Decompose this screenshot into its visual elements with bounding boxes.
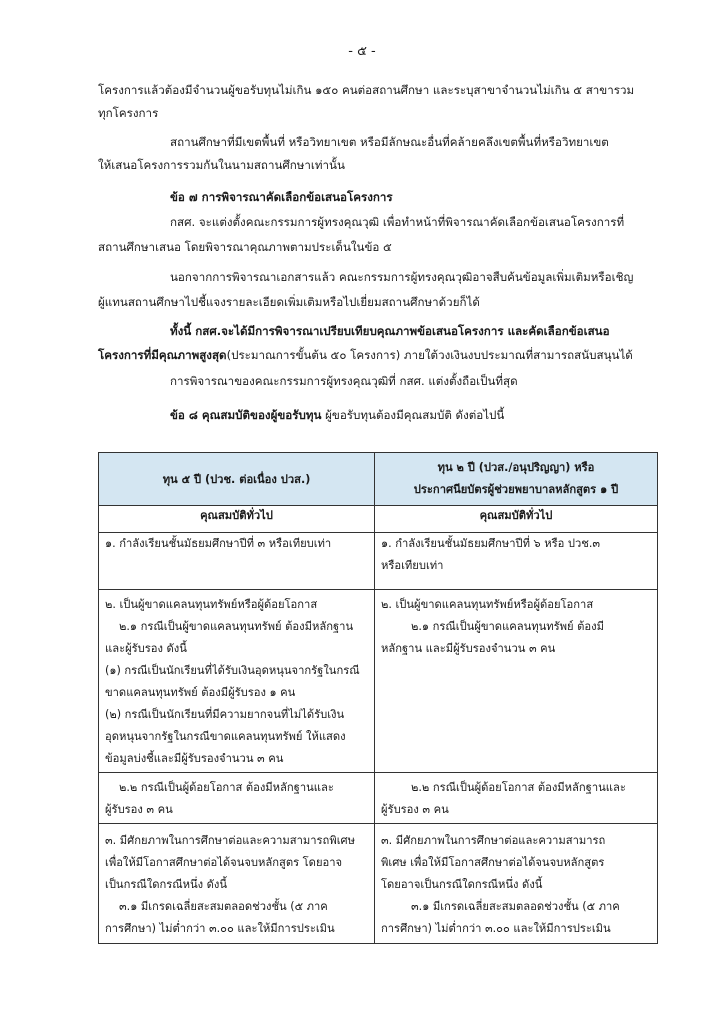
row2-left-line3: และผู้รับรอง ดังนี้ xyxy=(105,642,187,655)
row2-left xyxy=(99,590,375,773)
row3-right xyxy=(375,773,658,824)
row2-right-line1: ๒. เป็นผู้ขาดแคลนทุนทรัพย์หรือผู้ด้อยโอกาส xyxy=(381,598,594,611)
row1-left-line1: ๑. กำลังเรียนชั้นมัธยมศึกษาปีที่ ๓ หรือเทียบเท่า xyxy=(105,537,332,550)
row4-left-line4: ๓.๑ มีเกรดเฉลี่ยสะสมตลอดช่วงชั้น (๕ ภาค xyxy=(119,900,328,913)
body-p1-line2: ทุกโครงการ xyxy=(98,106,159,120)
row4-left-line3: เป็นกรณีใดกรณีหนึ่ง ดังนี้ xyxy=(105,878,228,891)
row2-right-line2: ๒.๑ กรณีเป็นผู้ขาดแคลนทุนทรัพย์ ต้องมี xyxy=(411,620,604,633)
section7-p3-line2 xyxy=(98,344,633,367)
section8-heading-bold: ข้อ ๘ คุณสมบัติของผู้ขอรับทุน xyxy=(170,408,322,422)
row4-right-line1: ๓. มีศักยภาพในการศึกษาต่อและความสามารถ xyxy=(381,834,606,847)
row1-right xyxy=(375,533,658,590)
row2-left-line8: ข้อมูลบ่งชี้และมีผู้รับรองจำนวน ๓ คน xyxy=(105,752,284,765)
eligibility-table xyxy=(98,452,658,944)
body-p2-line2: ให้เสนอโครงการรวมกันในนามสถานศึกษาเท่านั้น xyxy=(98,158,345,172)
row4-left xyxy=(99,824,375,944)
section7-p2-line2: ผู้แทนสถานศึกษาไปชี้แจงรายละเอียดเพิ่มเติมหรือไปเยี่ยมสถานศึกษาด้วยก็ได้ xyxy=(98,295,480,309)
row4-right-line4: ๓.๑ มีเกรดเฉลี่ยสะสมตลอดช่วงชั้น (๕ ภาค xyxy=(411,900,620,913)
row1-right-line2: หรือเทียบเท่า xyxy=(381,559,444,572)
section7-p3-line1: ทั้งนี้ กสศ.จะได้มีการพิจารณาเปรียบเทียบคุณภาพข้อเสนอโครงการ และคัดเลือกข้อเสนอ xyxy=(170,324,610,338)
row1-left xyxy=(99,533,375,590)
table-row xyxy=(99,824,658,944)
section7-p3-bold: โครงการที่มีคุณภาพสูงสุด xyxy=(98,348,227,362)
row2-left-line5: ขาดแคลนทุนทรัพย์ ต้องมีผู้รับรอง ๑ คน xyxy=(105,686,296,699)
section7-p1-line2: สถานศึกษาเสนอ โดยพิจารณาคุณภาพตามประเด็นในข้อ ๕ xyxy=(98,240,392,254)
row3-left xyxy=(99,773,375,824)
section8-heading-rest: ผู้ขอรับทุนต้องมีคุณสมบัติ ดังต่อไปนี้ xyxy=(321,408,505,422)
row2-left-line1: ๒. เป็นผู้ขาดแคลนทุนทรัพย์หรือผู้ด้อยโอกาส xyxy=(105,598,318,611)
col1-header: ทุน ๕ ปี (ปวช. ต่อเนื่อง ปวส.) xyxy=(99,453,375,506)
table-row xyxy=(99,590,658,773)
col2-header-line1: ทุน ๒ ปี (ปวส./อนุปริญญา) หรือ xyxy=(437,461,595,474)
row2-left-line4: (๑) กรณีเป็นนักเรียนที่ได้รับเงินอุดหนุนจากรัฐในกรณี xyxy=(105,664,360,677)
table-row xyxy=(99,533,658,590)
table-row xyxy=(99,773,658,824)
section8-heading xyxy=(170,404,504,427)
row4-left-line1: ๓. มีศักยภาพในการศึกษาต่อและความสามารถพิเศษ xyxy=(105,834,356,847)
section7-p4: การพิจารณาของคณะกรรมการผู้ทรงคุณวุฒิที่ กสศ. แต่งตั้งถือเป็นที่สุด xyxy=(170,374,518,388)
row4-right xyxy=(375,824,658,944)
body-p1-line1: โครงการแล้วต้องมีจำนวนผู้ขอรับทุนไม่เกิน ๑๕๐ คนต่อสถานศึกษา และระบุสาขาจำนวนไม่เกิน ๕ สาขารวม xyxy=(98,83,635,97)
section7-p3-rest: (ประมาณการขั้นต้น ๕๐ โครงการ) ภายใต้วงเงินงบประมาณที่สามารถสนับสนุนได้ xyxy=(226,348,633,362)
subheader-right: คุณสมบัติทั่วไป xyxy=(375,506,658,533)
row1-right-line1: ๑. กำลังเรียนชั้นมัธยมศึกษาปีที่ ๖ หรือ ปวช.๓ xyxy=(381,537,601,550)
row2-left-line7: อุดหนุนจากรัฐในกรณีขาดแคลนทุนทรัพย์ ให้แสดง xyxy=(105,730,346,743)
row3-left-line2: ผู้รับรอง ๓ คน xyxy=(105,803,173,816)
page-number: - ๕ - xyxy=(348,44,376,59)
row2-right xyxy=(375,590,658,773)
row4-left-line2: เพื่อให้มีโอกาสศึกษาต่อได้จนจบหลักสูตร โดยอาจ xyxy=(105,856,343,869)
row4-right-line2: พิเศษ เพื่อให้มีโอกาสศึกษาต่อได้จนจบหลักสูตร xyxy=(381,856,605,869)
row4-right-line5: การศึกษา) ไม่ต่ำกว่า ๓.๐๐ และให้มีการประเมิน xyxy=(381,922,611,935)
row3-right-line2: ผู้รับรอง ๓ คน xyxy=(381,803,449,816)
col2-header-line2: ประกาศนียบัตรผู้ช่วยพยาบาลหลักสูตร ๑ ปี xyxy=(413,483,619,496)
row2-left-line2: ๒.๑ กรณีเป็นผู้ขาดแคลนทุนทรัพย์ ต้องมีหลักฐาน xyxy=(119,620,354,633)
body-p2-line1: สถานศึกษาที่มีเขตพื้นที่ หรือวิทยาเขต หรือมีลักษณะอื่นที่คล้ายคลึงเขตพื้นที่หรือวิทยาเขต xyxy=(170,135,609,149)
subheader-left: คุณสมบัติทั่วไป xyxy=(99,506,375,533)
row2-right-line3: หลักฐาน และมีผู้รับรองจำนวน ๓ คน xyxy=(381,642,556,655)
row4-left-line5: การศึกษา) ไม่ต่ำกว่า ๓.๐๐ และให้มีการประเมิน xyxy=(105,922,335,935)
section7-p2-line1: นอกจากการพิจารณาเอกสารแล้ว คณะกรรมการผู้ทรงคุณวุฒิอาจสืบค้นข้อมูลเพิ่มเติมหรือเชิญ xyxy=(170,270,634,284)
row2-left-line6: (๒) กรณีเป็นนักเรียนที่มีความยากจนที่ไม่ได้รับเงิน xyxy=(105,708,345,721)
row4-right-line3: โดยอาจเป็นกรณีใดกรณีหนึ่ง ดังนี้ xyxy=(381,878,543,891)
col2-header xyxy=(375,453,658,506)
row3-right-line1: ๒.๒ กรณีเป็นผู้ด้อยโอกาส ต้องมีหลักฐานและ xyxy=(411,781,626,794)
section7-heading: ข้อ ๗ การพิจารณาคัดเลือกข้อเสนอโครงการ xyxy=(170,190,393,204)
row3-left-line1: ๒.๒ กรณีเป็นผู้ด้อยโอกาส ต้องมีหลักฐานและ xyxy=(119,781,334,794)
section7-p1-line1: กสศ. จะแต่งตั้งคณะกรรมการผู้ทรงคุณวุฒิ เพื่อทำหน้าที่พิจารณาคัดเลือกข้อเสนอโครงการที่ xyxy=(170,215,625,229)
